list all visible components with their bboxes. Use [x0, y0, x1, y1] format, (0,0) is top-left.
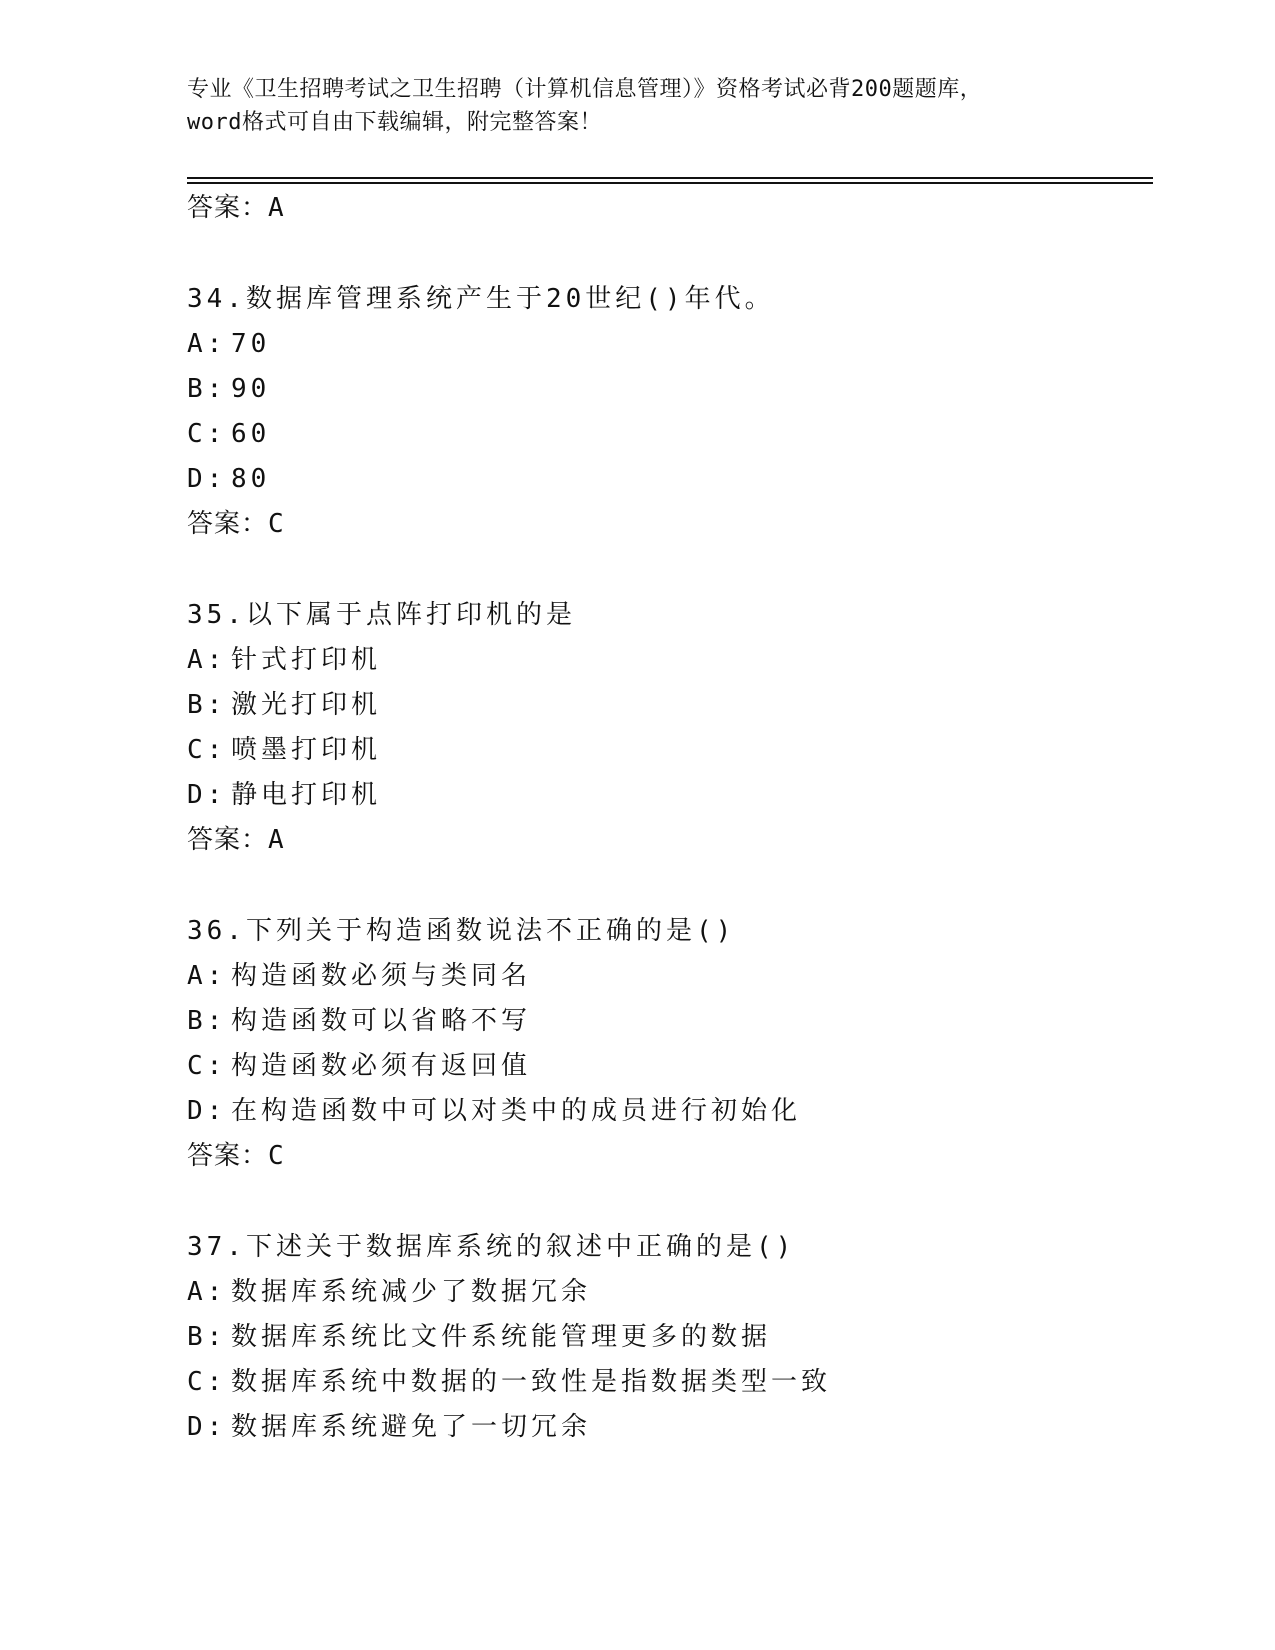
- option-letter: B:: [187, 1322, 227, 1352]
- answer-value: A: [268, 825, 285, 855]
- option-a: [187, 326, 270, 362]
- option-letter: B:: [187, 374, 227, 404]
- answer-value: C: [268, 1141, 285, 1171]
- option-text: 数据库系统中数据的一致性是指数据类型一致: [231, 1367, 832, 1397]
- option-text: 80: [231, 464, 271, 494]
- option-letter: C:: [187, 419, 227, 449]
- option-b: [187, 1003, 531, 1039]
- answer-line: [187, 506, 285, 542]
- question-number: 37.: [187, 1232, 246, 1262]
- answer-line: [187, 1138, 285, 1174]
- option-letter: C:: [187, 1367, 227, 1397]
- document-header: [187, 73, 1087, 139]
- option-c: [187, 1048, 531, 1084]
- question-number: 34.: [187, 284, 246, 314]
- option-text: 70: [231, 329, 271, 359]
- header-divider-top: [187, 177, 1153, 179]
- option-letter: D:: [187, 464, 227, 494]
- option-letter: B:: [187, 690, 227, 720]
- question-text: 下列关于构造函数说法不正确的是(): [245, 916, 736, 946]
- question-stem: [187, 1229, 795, 1265]
- option-letter: D:: [187, 1096, 227, 1126]
- option-c: [187, 732, 381, 768]
- answer-label: 答案：: [187, 1141, 269, 1171]
- option-letter: A:: [187, 329, 227, 359]
- answer-value: C: [268, 509, 285, 539]
- option-text: 构造函数可以省略不写: [231, 1006, 532, 1036]
- option-letter: C:: [187, 1051, 227, 1081]
- question-number: 35.: [187, 600, 246, 630]
- option-d: [187, 1409, 591, 1445]
- option-text: 数据库系统减少了数据冗余: [231, 1277, 592, 1307]
- header-divider-bottom: [187, 182, 1153, 184]
- answer-label: 答案：: [187, 825, 269, 855]
- option-text: 60: [231, 419, 271, 449]
- option-b: [187, 371, 270, 407]
- option-text: 数据库系统避免了一切冗余: [231, 1412, 592, 1442]
- question-stem: [187, 281, 775, 317]
- option-c: [187, 416, 270, 452]
- option-letter: C:: [187, 735, 227, 765]
- option-text: 构造函数必须有返回值: [231, 1051, 532, 1081]
- question-stem: [187, 597, 576, 633]
- option-d: [187, 777, 381, 813]
- answer-line: [187, 190, 285, 226]
- option-letter: B:: [187, 1006, 227, 1036]
- option-text: 构造函数必须与类同名: [231, 961, 532, 991]
- option-text: 在构造函数中可以对类中的成员进行初始化: [231, 1096, 802, 1126]
- header-line-2: word格式可自由下载编辑，附完整答案！: [187, 110, 602, 135]
- option-a: [187, 958, 531, 994]
- option-a: [187, 1274, 591, 1310]
- option-d: [187, 461, 270, 497]
- option-d: [187, 1093, 801, 1129]
- question-text: 数据库管理系统产生于20世纪()年代。: [245, 284, 775, 314]
- answer-label: 答案：: [187, 509, 269, 539]
- option-text: 针式打印机: [231, 645, 382, 675]
- option-letter: A:: [187, 1277, 227, 1307]
- option-text: 激光打印机: [231, 690, 382, 720]
- question-stem: [187, 913, 735, 949]
- answer-line: [187, 822, 285, 858]
- option-c: [187, 1364, 831, 1400]
- question-number: 36.: [187, 916, 246, 946]
- option-text: 喷墨打印机: [231, 735, 382, 765]
- question-text: 以下属于点阵打印机的是: [245, 600, 576, 630]
- option-text: 90: [231, 374, 271, 404]
- option-letter: D:: [187, 1412, 227, 1442]
- option-b: [187, 1319, 771, 1355]
- answer-label: 答案：: [187, 193, 269, 223]
- question-text: 下述关于数据库系统的叙述中正确的是(): [245, 1232, 796, 1262]
- option-letter: D:: [187, 780, 227, 810]
- option-letter: A:: [187, 645, 227, 675]
- option-letter: A:: [187, 961, 227, 991]
- header-line-1: 专业《卫生招聘考试之卫生招聘（计算机信息管理）》资格考试必背200题题库，: [187, 77, 983, 102]
- answer-value: A: [268, 193, 285, 223]
- option-text: 静电打印机: [231, 780, 382, 810]
- option-text: 数据库系统比文件系统能管理更多的数据: [231, 1322, 772, 1352]
- option-b: [187, 687, 381, 723]
- option-a: [187, 642, 381, 678]
